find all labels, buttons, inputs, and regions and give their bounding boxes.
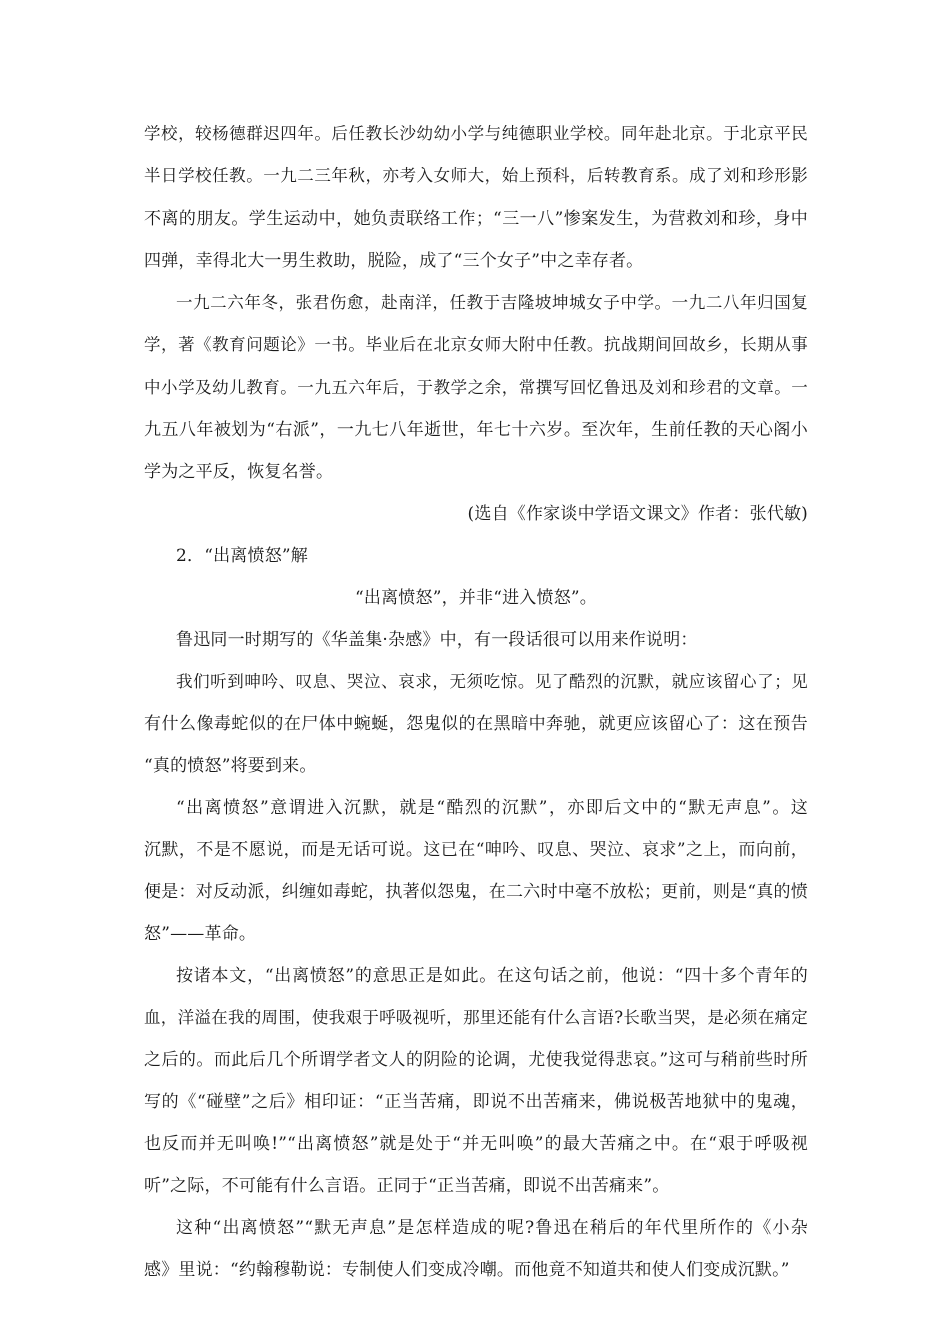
text-line: 学，著《教育问题论》一书。毕业后在北京女师大附中任教。抗战期间回故乡，长期从事 bbox=[144, 335, 808, 354]
text-line: 听”之际，不可能有什么言语。正同于“正当苦痛，即说不出苦痛来”。 bbox=[144, 1176, 670, 1196]
text-line: “出离愤怒”意谓进入沉默，就是“酷烈的沉默”，亦即后文中的“默无声息”。这 bbox=[176, 798, 808, 818]
text-line: 血，洋溢在我的周围，使我艰于呼吸视听，那里还能有什么言语?长歌当哭，是必须在痛定 bbox=[144, 1008, 808, 1027]
text-line: 这种“出离愤怒”“默无声息”是怎样造成的呢?鲁迅在稍后的年代里所作的《小杂 bbox=[176, 1218, 808, 1238]
text-line: 按诸本文，“出离愤怒”的意思正是如此。在这句话之前，他说：“四十多个青年的 bbox=[176, 966, 808, 986]
text-line: 一九二六年冬，张君伤愈，赴南洋，任教于吉隆坡坤城女子中学。一九二八年归国复 bbox=[176, 293, 808, 312]
section-heading: 2．“出离愤怒”解 bbox=[176, 546, 308, 566]
text-line: 中小学及幼儿教育。一九五六年后，于教学之余，常撰写回忆鲁迅及刘和珍君的文章。一 bbox=[144, 378, 808, 397]
text-line: 学校，较杨德群迟四年。后任教长沙幼幼小学与纯德职业学校。同年赴北京。于北京平民 bbox=[144, 124, 808, 143]
text-line: 之后的。而此后几个所谓学者文人的阴险的论调，尤使我觉得悲哀。”这可与稍前些时所 bbox=[144, 1050, 808, 1070]
text-line: 半日学校任教。一九二三年秋，亦考入女师大，始上预科，后转教育系。成了刘和珍形影 bbox=[144, 166, 808, 185]
text-line: 不离的朋友。学生运动中，她负责联络工作；“三一八”惨案发生，为营救刘和珍，身中 bbox=[144, 209, 808, 229]
text-line: 感》里说：“约翰穆勒说：专制使人们变成冷嘲。而他竟不知道共和使人们变成沉默。” bbox=[144, 1260, 790, 1280]
text-line: 四弹，幸得北大一男生救助，脱险，成了“三个女子”中之幸存者。 bbox=[144, 251, 644, 271]
quote-line: “真的愤怒”将要到来。 bbox=[144, 756, 317, 776]
text-line: 鲁迅同一时期写的《华盖集·杂感》中，有一段话很可以用来作说明： bbox=[176, 630, 698, 650]
text-line: 沉默，不是不愿说，而是无话可说。这已在“呻吟、叹息、哭泣、哀求”之上，而向前， bbox=[144, 840, 808, 860]
text-line: 九五八年被划为“右派”，一九七八年逝世，年七十六岁。至次年，生前任教的天心阁小 bbox=[144, 420, 808, 440]
centered-statement: “出离愤怒”，并非“进入愤怒”。 bbox=[355, 588, 597, 608]
quote-line: 我们听到呻吟、叹息、哭泣、哀求，无须吃惊。见了酷烈的沉默，就应该留心了；见 bbox=[176, 672, 808, 691]
text-line: 写的《“碰壁”之后》相印证：“正当苦痛，即说不出苦痛来，佛说极苦地狱中的鬼魂， bbox=[144, 1092, 808, 1112]
text-line: 怒”——革命。 bbox=[144, 924, 257, 944]
text-line: 便是：对反动派，纠缠如毒蛇，执著似怨鬼，在二六时中毫不放松；更前，则是“真的愤 bbox=[144, 882, 808, 902]
text-line: 也反而并无叫唤!”“出离愤怒”就是处于“并无叫唤”的最大苦痛之中。在“艰于呼吸视 bbox=[144, 1134, 808, 1154]
text-line: 学为之平反，恢复名誉。 bbox=[144, 462, 334, 482]
quote-line: 有什么像毒蛇似的在尸体中蜿蜒，怨鬼似的在黑暗中奔驰，就更应该留心了：这在预告 bbox=[144, 714, 808, 734]
source-citation: (选自《作家谈中学语文课文》作者：张代敏) bbox=[467, 504, 808, 524]
